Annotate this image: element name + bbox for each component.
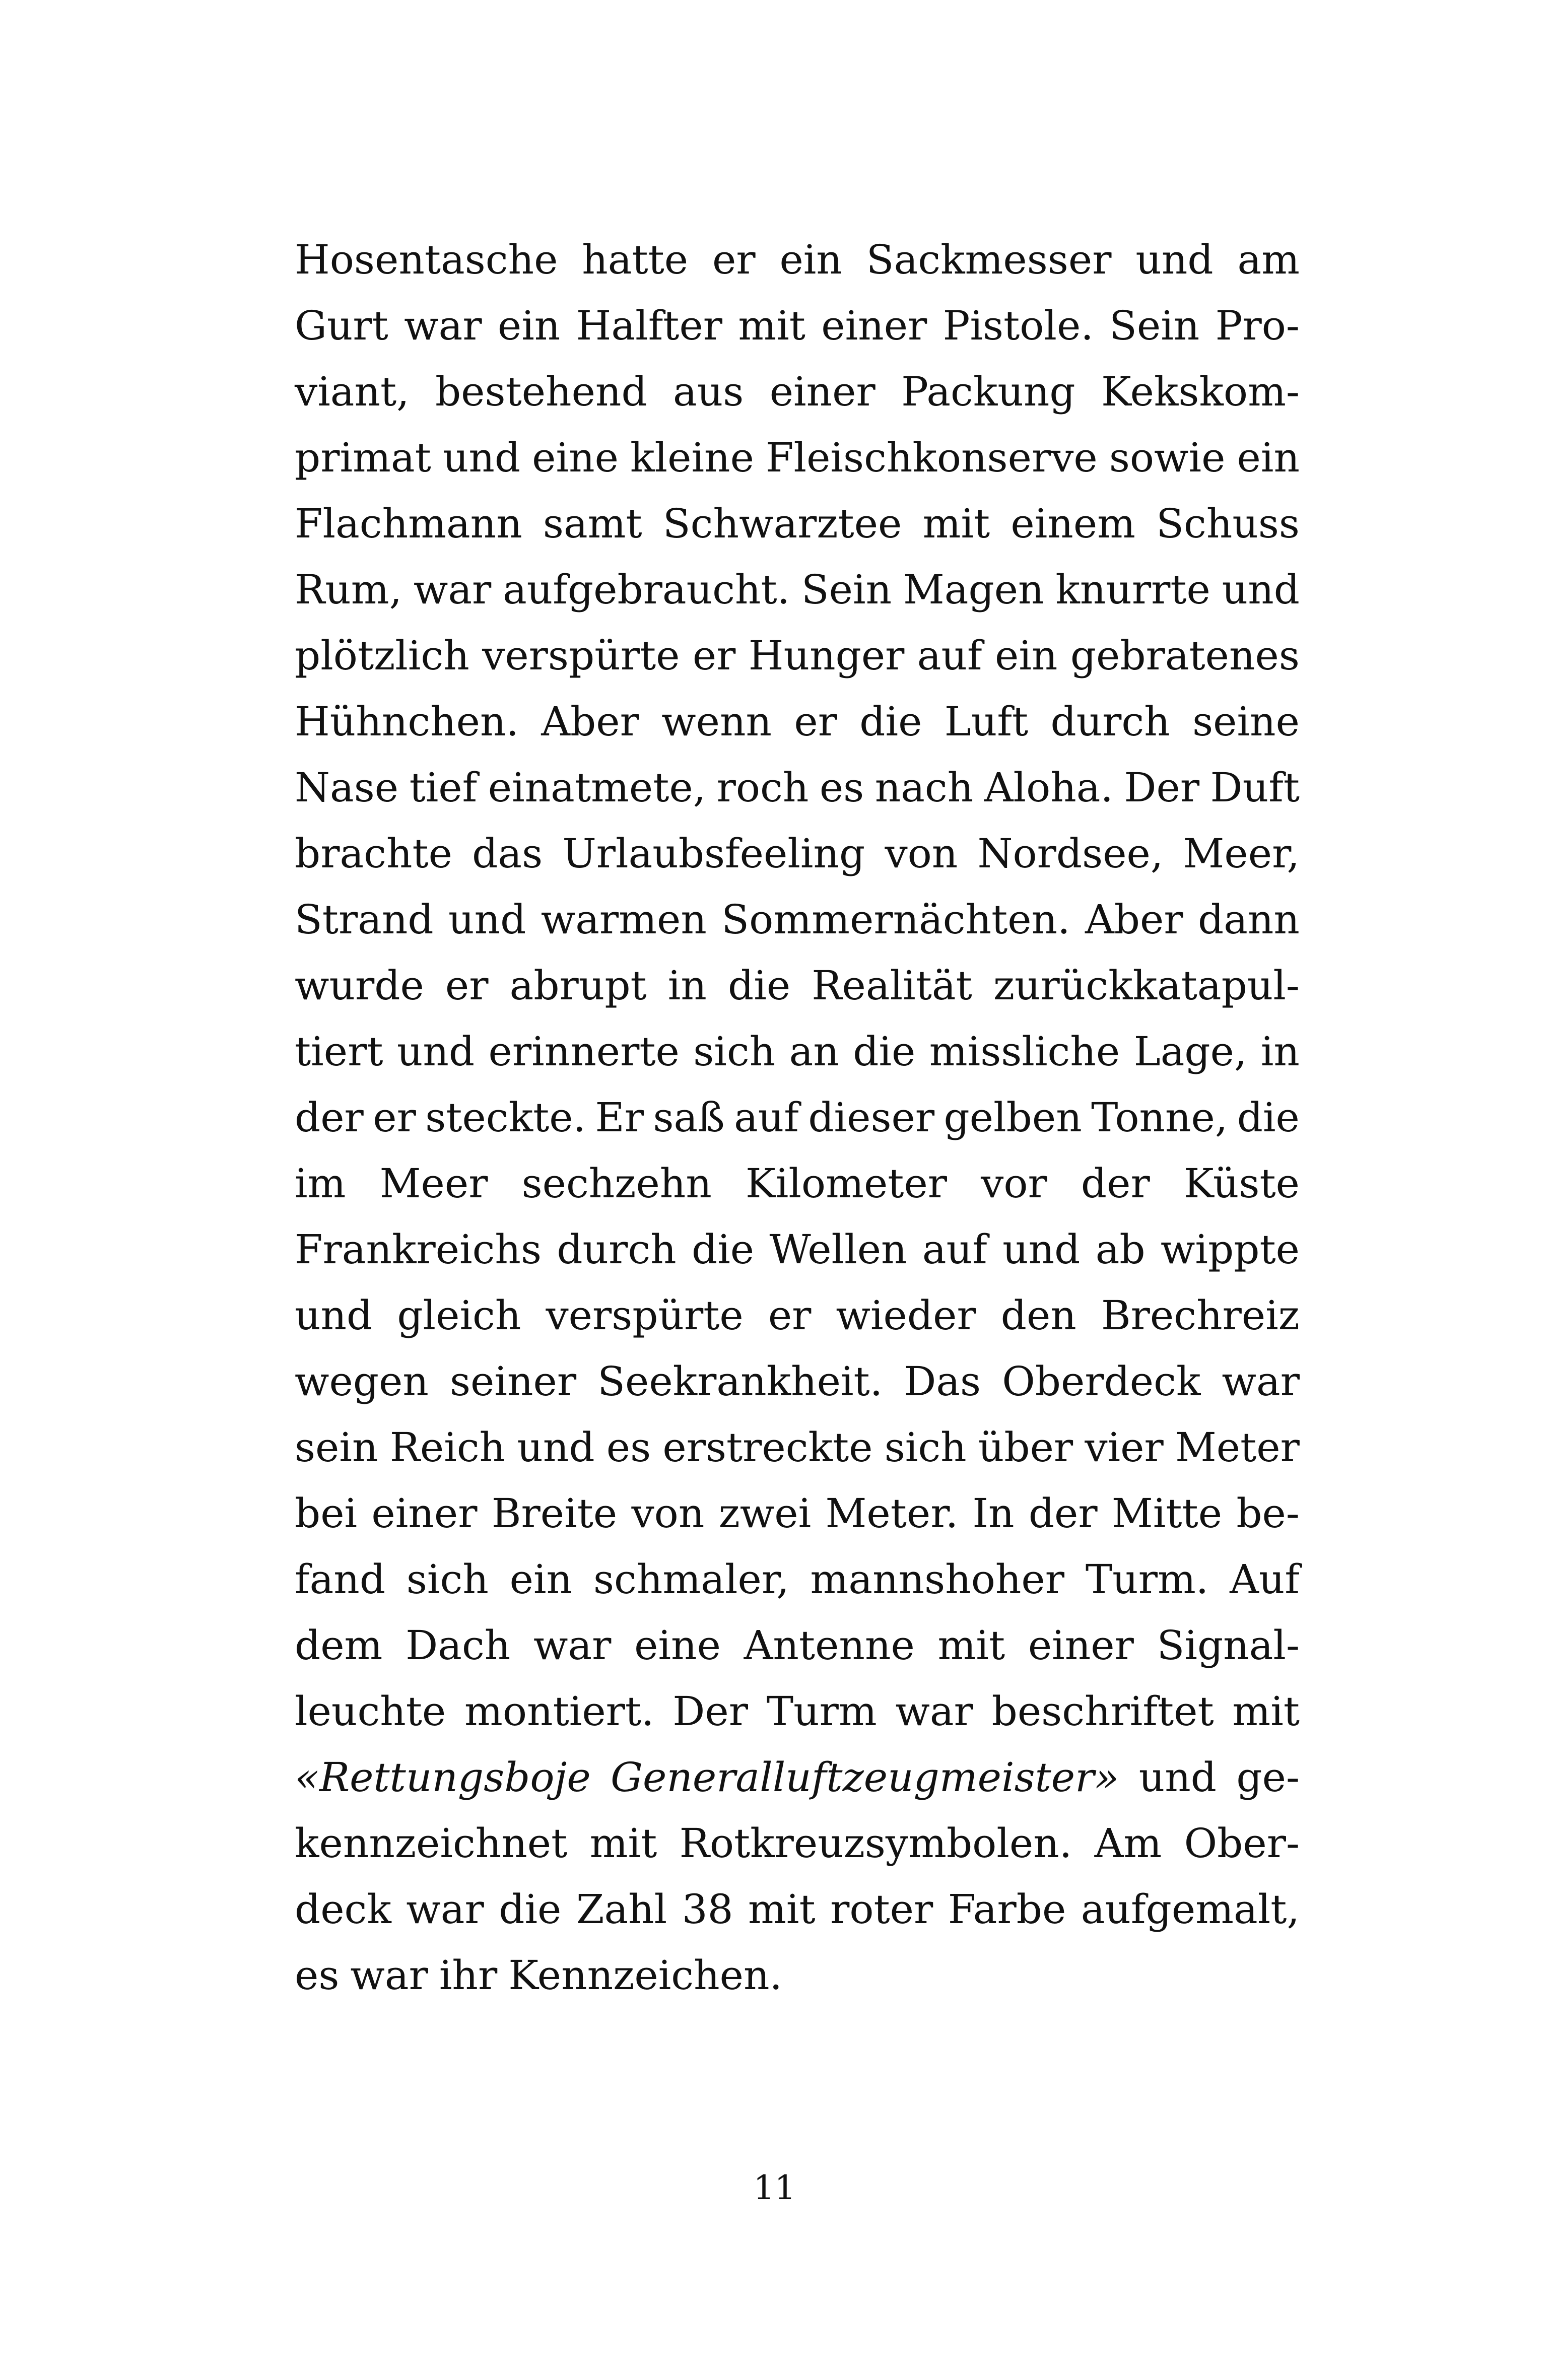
text-word: mit [937, 1622, 1005, 1669]
text-word: primat [295, 434, 431, 481]
text-word: und [442, 434, 521, 481]
text-word: Meer, [1183, 830, 1300, 877]
text-word: zurückkatapul- [993, 962, 1300, 1009]
text-word: Ober- [1184, 1820, 1300, 1867]
text-word: und [396, 1028, 475, 1075]
text-line [295, 1348, 1300, 1414]
text-word: es [606, 1424, 651, 1471]
text-word: Turm. [1085, 1556, 1209, 1603]
text-word: dem [295, 1622, 383, 1669]
text-word: war [413, 566, 492, 613]
text-word: ein [509, 1556, 573, 1603]
text-word: der [1028, 1490, 1098, 1537]
text-word: einer [769, 368, 875, 415]
text-line [295, 1744, 1300, 1810]
text-word: wieder [836, 1292, 976, 1339]
text-word: auf [917, 632, 982, 679]
text-line [295, 557, 1300, 623]
text-word: samt [543, 500, 642, 547]
text-line [295, 1216, 1300, 1282]
text-line [295, 1282, 1300, 1348]
text-word: Meter [1175, 1424, 1300, 1471]
text-word: sich [693, 1028, 776, 1075]
text-word: in [1260, 1028, 1300, 1075]
text-line [295, 359, 1300, 425]
text-line [295, 821, 1300, 887]
text-word: Realität [812, 962, 972, 1009]
text-word: ein [779, 236, 842, 283]
text-word: Hosentasche [295, 236, 558, 283]
text-word: er [712, 236, 756, 283]
text-word: war [404, 302, 482, 349]
text-word: Sackmesser [866, 236, 1112, 283]
text-word: er [692, 632, 736, 679]
text-word: gleich [397, 1292, 521, 1339]
text-word: verspürte [482, 632, 680, 679]
text-word: Packung [901, 368, 1075, 415]
text-word: mit [748, 1886, 816, 1933]
text-word: Sein [801, 566, 892, 613]
text-word: und [1138, 1754, 1217, 1801]
text-word: Breite [491, 1490, 618, 1537]
text-word: Am [1094, 1820, 1162, 1867]
text-line [295, 293, 1300, 359]
text-word: die [859, 698, 922, 745]
text-word: tief [409, 764, 478, 811]
page-number: 11 [753, 2168, 796, 2207]
text-word: Hunger [748, 632, 905, 679]
text-word: über [978, 1424, 1073, 1471]
text-line [295, 1414, 1300, 1480]
text-word: Sommernächten. [721, 896, 1070, 943]
text-word: mit [738, 302, 805, 349]
text-word: an [789, 1028, 839, 1075]
text-word: und [1002, 1226, 1081, 1273]
text-line [295, 953, 1300, 1018]
text-word: Magen [903, 566, 1044, 613]
text-word: mannshoher [810, 1556, 1064, 1603]
text-word: und [295, 1292, 373, 1339]
text-word: Seekrankheit. [597, 1358, 883, 1405]
text-word: Urlaubsfeeling [562, 830, 865, 877]
text-word: auf [922, 1226, 987, 1273]
text-line [295, 1678, 1300, 1744]
text-word: Schuss [1156, 500, 1300, 547]
text-word: und [1135, 236, 1214, 283]
text-word: einatmete, [488, 764, 706, 811]
text-word: Frankreichs [295, 1226, 542, 1273]
text-word: bei [295, 1490, 358, 1537]
text-word: gelben [944, 1094, 1082, 1141]
text-line [295, 1150, 1300, 1216]
text-word: einer [371, 1490, 478, 1537]
text-word: am [1237, 236, 1300, 283]
text-word: Der [672, 1688, 748, 1735]
text-word: Dach [406, 1622, 511, 1669]
text-word: 38 [682, 1886, 733, 1933]
text-word: wurde [295, 962, 424, 1009]
text-word: er [768, 1292, 812, 1339]
text-word: ihr [439, 1952, 498, 1999]
text-word: Aber [1085, 896, 1183, 943]
text-word: In [972, 1490, 1015, 1537]
text-word: ge- [1236, 1754, 1300, 1801]
text-word: Generalluftzeugmeister» [611, 1754, 1119, 1801]
body-text [295, 227, 1300, 2008]
text-line [295, 755, 1300, 821]
text-line [295, 1810, 1300, 1876]
text-word: Auf [1230, 1556, 1300, 1603]
text-word: einer [1028, 1622, 1134, 1669]
text-word: roter [830, 1886, 933, 1933]
text-word: Fleischkonserve [765, 434, 1098, 481]
text-line [295, 623, 1300, 689]
text-word: gebratenes [1070, 632, 1300, 679]
text-line [295, 491, 1300, 557]
text-word: eine [634, 1622, 721, 1669]
text-word: mit [922, 500, 990, 547]
text-word: das [472, 830, 543, 877]
text-word: Halfter [576, 302, 723, 349]
text-word: warmen [541, 896, 707, 943]
text-word: nach [874, 764, 974, 811]
text-word: Schwarztee [662, 500, 902, 547]
text-word: wippte [1160, 1226, 1300, 1273]
text-word: er [794, 698, 837, 745]
text-line [295, 1546, 1300, 1612]
text-word: saß [653, 1094, 725, 1141]
text-word: in [667, 962, 707, 1009]
text-word: die [692, 1226, 755, 1273]
text-word: Meer [379, 1160, 488, 1207]
text-word: bestehend [435, 368, 647, 415]
text-line [295, 1876, 1300, 1942]
text-word: Strand [295, 896, 434, 943]
text-word: roch [716, 764, 809, 811]
text-word: Nase [295, 764, 399, 811]
text-word: Flachmann [295, 500, 522, 547]
text-word: war [1222, 1358, 1300, 1405]
text-word: knurrte [1055, 566, 1210, 613]
text-word: sechzehn [521, 1160, 712, 1207]
text-word: Lage, [1133, 1028, 1247, 1075]
text-word: er [373, 1094, 416, 1141]
text-word: zwei [718, 1490, 812, 1537]
text-word: durch [557, 1226, 677, 1273]
text-word: Pistole. [942, 302, 1094, 349]
text-word: Antenne [744, 1622, 915, 1669]
text-word: Oberdeck [1002, 1358, 1201, 1405]
text-word: Luft [944, 698, 1029, 745]
text-word: hatte [582, 236, 689, 283]
text-word: im [295, 1160, 346, 1207]
text-word: montiert. [464, 1688, 654, 1735]
text-word: verspürte [546, 1292, 744, 1339]
text-word: Brechreiz [1101, 1292, 1300, 1339]
text-word: es [819, 764, 864, 811]
text-word: war [406, 1886, 484, 1933]
text-line [295, 1084, 1300, 1150]
text-word: aufgebraucht. [503, 566, 790, 613]
text-word: Kilometer [745, 1160, 948, 1207]
text-word: Das [904, 1358, 981, 1405]
text-word: war [350, 1952, 428, 1999]
text-word: viant, [295, 368, 410, 415]
text-word: Pro- [1215, 302, 1300, 349]
text-line [295, 1612, 1300, 1678]
text-word: Kekskom- [1101, 368, 1300, 415]
text-word: plötzlich [295, 632, 469, 679]
text-word: einem [1011, 500, 1136, 547]
text-word: tiert [295, 1028, 383, 1075]
text-word: Rum, [295, 566, 402, 613]
text-word: Reich [389, 1424, 506, 1471]
text-word: mit [1232, 1688, 1300, 1735]
text-word: ab [1095, 1226, 1146, 1273]
text-word: und [1222, 566, 1300, 613]
text-word: war [895, 1688, 973, 1735]
text-word: vier [1085, 1424, 1164, 1471]
text-word: erstreckte [662, 1424, 873, 1471]
text-word: Der [1124, 764, 1200, 811]
text-word: wenn [661, 698, 772, 745]
text-word: von [885, 830, 958, 877]
text-word: aufgemalt, [1081, 1886, 1300, 1933]
text-word: Rotkreuzsymbolen. [679, 1820, 1072, 1867]
text-word: ein [994, 632, 1058, 679]
text-word: Küste [1183, 1160, 1300, 1207]
text-word: sowie [1109, 434, 1226, 481]
text-word: auf [734, 1094, 799, 1141]
text-word: der [1081, 1160, 1150, 1207]
text-word: seine [1192, 698, 1300, 745]
text-word: er [445, 962, 489, 1009]
text-word: eine [532, 434, 619, 481]
text-word: Nordsee, [977, 830, 1164, 877]
text-word: be- [1236, 1490, 1300, 1537]
text-word: aus [673, 368, 744, 415]
text-word: die [499, 1886, 562, 1933]
text-word: schmaler, [593, 1556, 789, 1603]
text-word: Sein [1109, 302, 1200, 349]
text-word: die [853, 1028, 916, 1075]
text-word: es [295, 1952, 340, 1999]
text-line [295, 227, 1300, 293]
text-word: Meter. [825, 1490, 959, 1537]
text-word: Er [595, 1094, 644, 1141]
text-word: sich [884, 1424, 967, 1471]
text-word: kleine [630, 434, 754, 481]
text-word: leuchte [295, 1688, 446, 1735]
text-line [295, 1480, 1300, 1546]
text-word: dann [1197, 896, 1300, 943]
text-word: Farbe [948, 1886, 1066, 1933]
text-line [295, 689, 1300, 755]
text-word: Mitte [1111, 1490, 1223, 1537]
text-word: durch [1050, 698, 1170, 745]
text-word: missliche [929, 1028, 1120, 1075]
text-word: abrupt [509, 962, 647, 1009]
text-line [295, 1018, 1300, 1084]
text-word: dieser [808, 1094, 935, 1141]
text-word: kennzeichnet [295, 1820, 568, 1867]
text-word: mit [589, 1820, 657, 1867]
text-word: von [631, 1490, 705, 1537]
text-word: Aloha. [984, 764, 1113, 811]
text-word: Signal- [1157, 1622, 1300, 1669]
text-word: steckte. [425, 1094, 586, 1141]
text-word: sein [295, 1424, 378, 1471]
text-word: Duft [1210, 764, 1300, 811]
text-word: «Rettungsboje [295, 1754, 591, 1801]
text-word: vor [981, 1160, 1047, 1207]
text-word: wegen [295, 1358, 429, 1405]
text-word: einer [821, 302, 927, 349]
text-word: ein [1237, 434, 1300, 481]
text-word: erinnerte [488, 1028, 680, 1075]
text-line [295, 887, 1300, 953]
text-word: und [517, 1424, 595, 1471]
text-word: Aber [541, 698, 639, 745]
text-word: Zahl [576, 1886, 667, 1933]
text-word: beschriftet [991, 1688, 1214, 1735]
text-word: und [448, 896, 526, 943]
text-word: deck [295, 1886, 391, 1933]
text-word: die [1237, 1094, 1300, 1141]
text-word: Wellen [769, 1226, 907, 1273]
text-line [295, 425, 1300, 491]
text-word: den [1000, 1292, 1076, 1339]
text-word: Tonne, [1091, 1094, 1228, 1141]
text-word: Kennzeichen. [508, 1952, 782, 1999]
text-word: Hühnchen. [295, 698, 519, 745]
text-word: Turm [766, 1688, 877, 1735]
text-line [295, 1942, 1300, 2008]
text-word: Gurt [295, 302, 388, 349]
text-word: sich [406, 1556, 489, 1603]
text-word: brachte [295, 830, 452, 877]
text-word: seiner [450, 1358, 577, 1405]
text-word: der [295, 1094, 364, 1141]
text-word: fand [295, 1556, 386, 1603]
text-word: die [728, 962, 791, 1009]
text-word: war [533, 1622, 612, 1669]
text-word: ein [497, 302, 561, 349]
